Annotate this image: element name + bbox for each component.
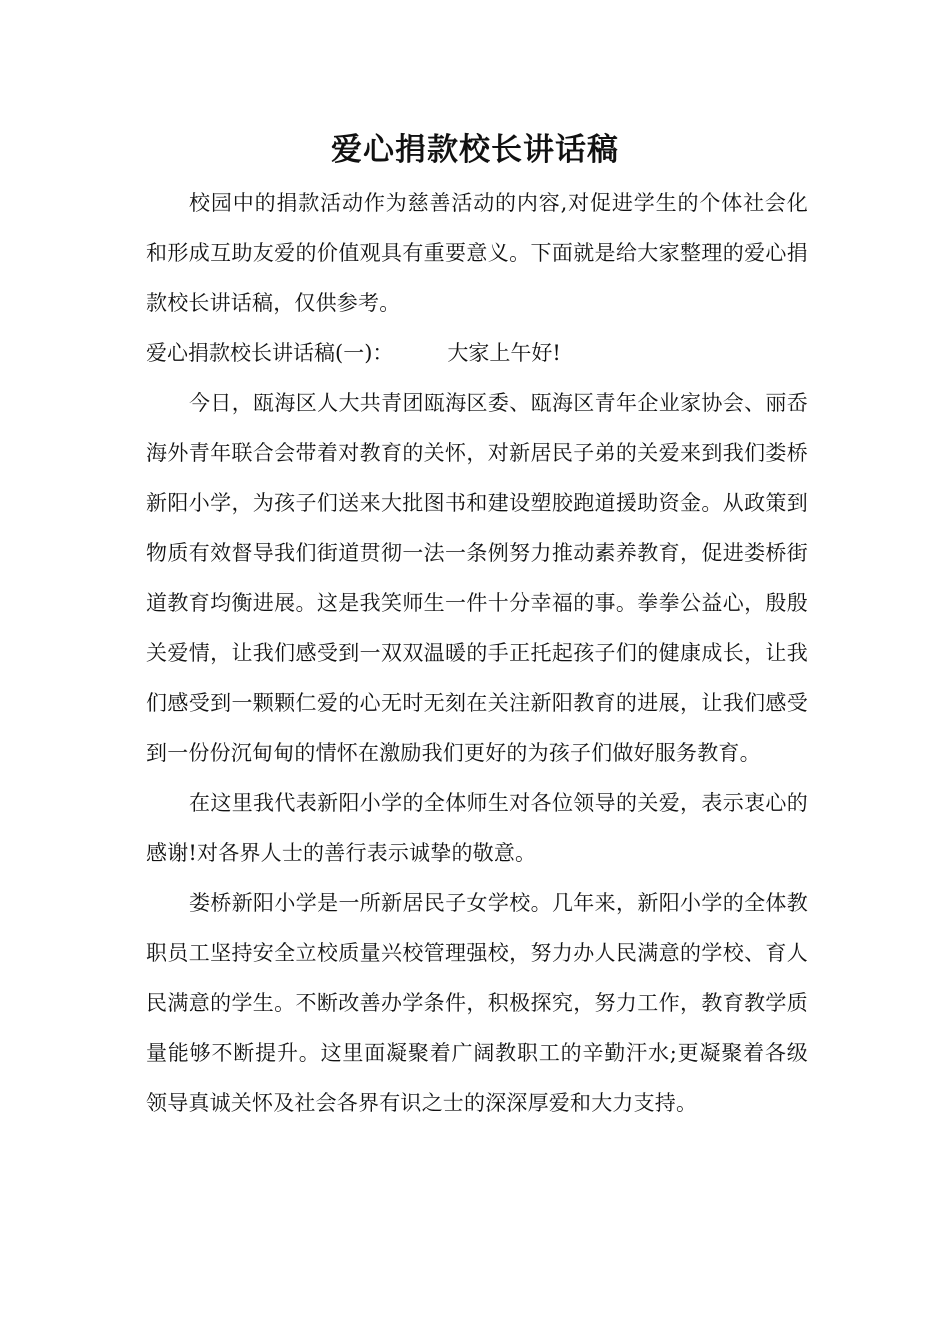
document-title: 爱心捐款校长讲话稿 [331,132,619,168]
document-body [146,178,808,1128]
section-heading: 爱心捐款校长讲话稿(一)： [146,341,394,365]
body-paragraph-1: 今日，瓯海区人大共青团瓯海区委、瓯海区青年企业家协会、丽岙海外青年联合会带着对教育的关怀，对新居民子弟的关爱来到我们娄桥新阳小学，为孩子们送来大批图书和建设塑胶跑道援助资金。从政策到物质有效督导我们街道贯彻一法一条例努力推动素养教育，促进娄桥街道教育均衡进展。这是我笑师生一件十分幸福的事。拳拳公益心，殷殷关爱情，让我们感受到一双双温暖的手正托起孩子们的健康成长，让我们感受到一颗颗仁爱的心无时无刻在关注新阳教育的进展，让我们感受到一份份沉甸甸的情怀在激励我们更好的为孩子们做好服务教育。 [146,391,808,765]
section-heading-line [146,328,808,378]
body-paragraph-2: 在这里我代表新阳小学的全体师生对各位领导的关爱，表示衷心的感谢!对各界人士的善行表示诚挚的敬意。 [146,791,808,865]
greeting: 大家上午好! [447,341,561,365]
intro-paragraph: 校园中的捐款活动作为慈善活动的内容,对促进学生的个体社会化和形成互助友爱的价值观具有重要意义。下面就是给大家整理的爱心捐款校长讲话稿，仅供参考。 [146,191,808,315]
body-paragraph-3: 娄桥新阳小学是一所新居民子女学校。几年来，新阳小学的全体教职员工坚持安全立校质量兴校管理强校，努力办人民满意的学校、育人民满意的学生。不断改善办学条件，积极探究，努力工作，教育教学质量能够不断提升。这里面凝聚着广阔教职工的辛勤汗水;更凝聚着各级领导真诚关怀及社会各界有识之士的深深厚爱和大力支持。 [146,891,808,1115]
